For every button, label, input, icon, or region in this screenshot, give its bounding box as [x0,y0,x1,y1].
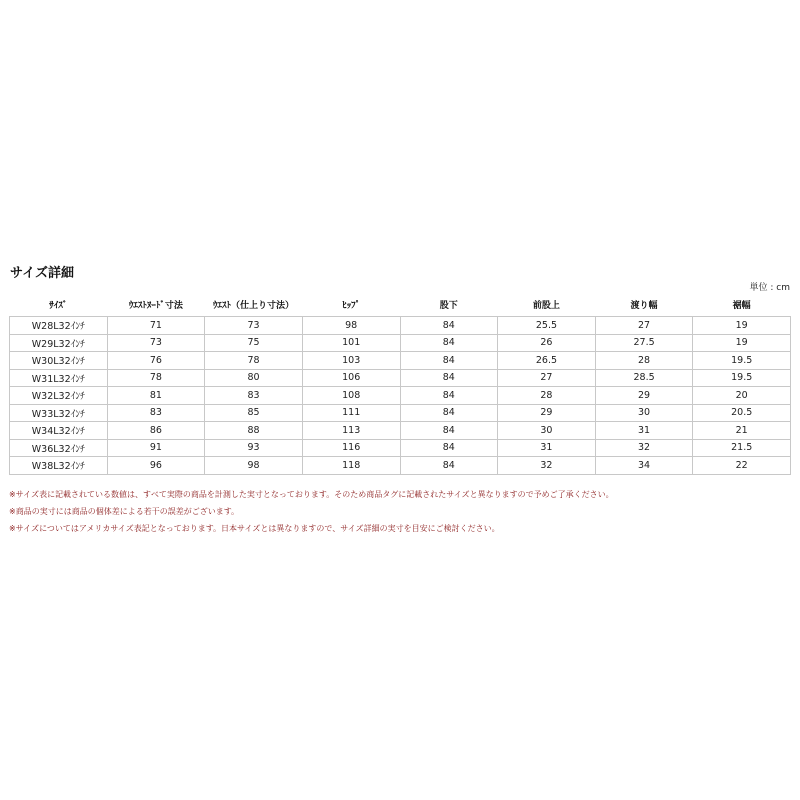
table-cell: W28L32ｲﾝﾁ [10,317,108,335]
table-cell: 21.5 [693,439,791,457]
table-cell: 27 [498,369,596,387]
note-text: ※サイズ表に記載されている数値は、すべて実際の商品を計測した実寸となっております。そのため商品タグに記載されたサイズと異なりますので予めご了承ください。 [9,490,614,499]
table-cell: 83 [107,404,205,422]
table-cell: 84 [400,422,498,440]
column-header: ｳｴｽﾄﾇｰﾄﾞ寸法 [128,300,183,311]
table-row [10,317,791,335]
table-cell: 19 [693,334,791,352]
table-row [10,352,791,370]
page-title: サイズ詳細 [10,266,74,281]
table-cell: W29L32ｲﾝﾁ [10,334,108,352]
table-cell: 108 [302,387,400,405]
table-cell: W34L32ｲﾝﾁ [10,422,108,440]
table-cell: 26.5 [498,352,596,370]
table-cell: 27.5 [595,334,693,352]
table-cell: 84 [400,317,498,335]
table-cell: 106 [302,369,400,387]
column-header: 裾幅 [732,300,751,311]
table-cell: 21 [693,422,791,440]
table-row [10,439,791,457]
table-cell: W31L32ｲﾝﾁ [10,369,108,387]
table-cell: 85 [205,404,303,422]
table-cell: 116 [302,439,400,457]
note-text: ※商品の実寸には商品の個体差による若干の誤差がございます。 [9,507,240,516]
table-cell: 73 [205,317,303,335]
table-cell: 28 [498,387,596,405]
notes [9,489,791,540]
table-cell: 19.5 [693,352,791,370]
table-cell: 83 [205,387,303,405]
table-body [10,317,791,475]
table-cell: 111 [302,404,400,422]
table-cell: 78 [205,352,303,370]
table-cell: 84 [400,352,498,370]
table-cell: 103 [302,352,400,370]
table-cell: 96 [107,457,205,475]
table-cell: 29 [595,387,693,405]
table-row [10,387,791,405]
column-header: ｻｲｽﾞ [49,300,68,311]
table-cell: 84 [400,387,498,405]
table-cell: 71 [107,317,205,335]
table-cell: 19.5 [693,369,791,387]
table-cell: 76 [107,352,205,370]
table-cell: 75 [205,334,303,352]
table-cell: W32L32ｲﾝﾁ [10,387,108,405]
table-cell: 98 [205,457,303,475]
table-cell: W33L32ｲﾝﾁ [10,404,108,422]
table-cell: 73 [107,334,205,352]
table-header-row [10,292,791,317]
table-cell: 22 [693,457,791,475]
column-header: 前股上 [532,300,560,311]
note-text: ※サイズについてはアメリカサイズ表記となっております。日本サイズとは異なりますので、サイズ詳細の実寸を目安にご検討ください。 [9,524,500,533]
table-cell: 88 [205,422,303,440]
table-cell: 32 [498,457,596,475]
table-cell: 91 [107,439,205,457]
column-header: ｳｴｽﾄ（仕上り寸法） [213,300,295,311]
table-row [10,457,791,475]
table-cell: 29 [498,404,596,422]
table-cell: 30 [595,404,693,422]
column-header: 渡り幅 [630,300,658,311]
table-row [10,334,791,352]
table-cell: 118 [302,457,400,475]
table-cell: 81 [107,387,205,405]
table-cell: 28 [595,352,693,370]
table-cell: 20 [693,387,791,405]
table-cell: 27 [595,317,693,335]
table-row [10,369,791,387]
table-cell: 19 [693,317,791,335]
table-cell: 101 [302,334,400,352]
table-cell: 34 [595,457,693,475]
table-cell: 25.5 [498,317,596,335]
table-row [10,422,791,440]
table-cell: 113 [302,422,400,440]
table-cell: 20.5 [693,404,791,422]
table-cell: W30L32ｲﾝﾁ [10,352,108,370]
table-cell: 84 [400,439,498,457]
table-cell: 78 [107,369,205,387]
table-cell: 93 [205,439,303,457]
table-cell: 84 [400,369,498,387]
unit-label: 単位 : cm [749,283,790,293]
table-cell: 84 [400,457,498,475]
table-cell: 32 [595,439,693,457]
table-cell: 86 [107,422,205,440]
table-cell: 98 [302,317,400,335]
table-row [10,404,791,422]
table-cell: 80 [205,369,303,387]
table-cell: 26 [498,334,596,352]
table-cell: W38L32ｲﾝﾁ [10,457,108,475]
column-header: ﾋｯﾌﾟ [342,300,361,311]
table-cell: 84 [400,334,498,352]
column-header: 股下 [439,300,458,311]
size-table [9,292,791,475]
table-cell: 31 [595,422,693,440]
table-cell: W36L32ｲﾝﾁ [10,439,108,457]
table-cell: 30 [498,422,596,440]
table-cell: 31 [498,439,596,457]
table-cell: 28.5 [595,369,693,387]
table-cell: 84 [400,404,498,422]
